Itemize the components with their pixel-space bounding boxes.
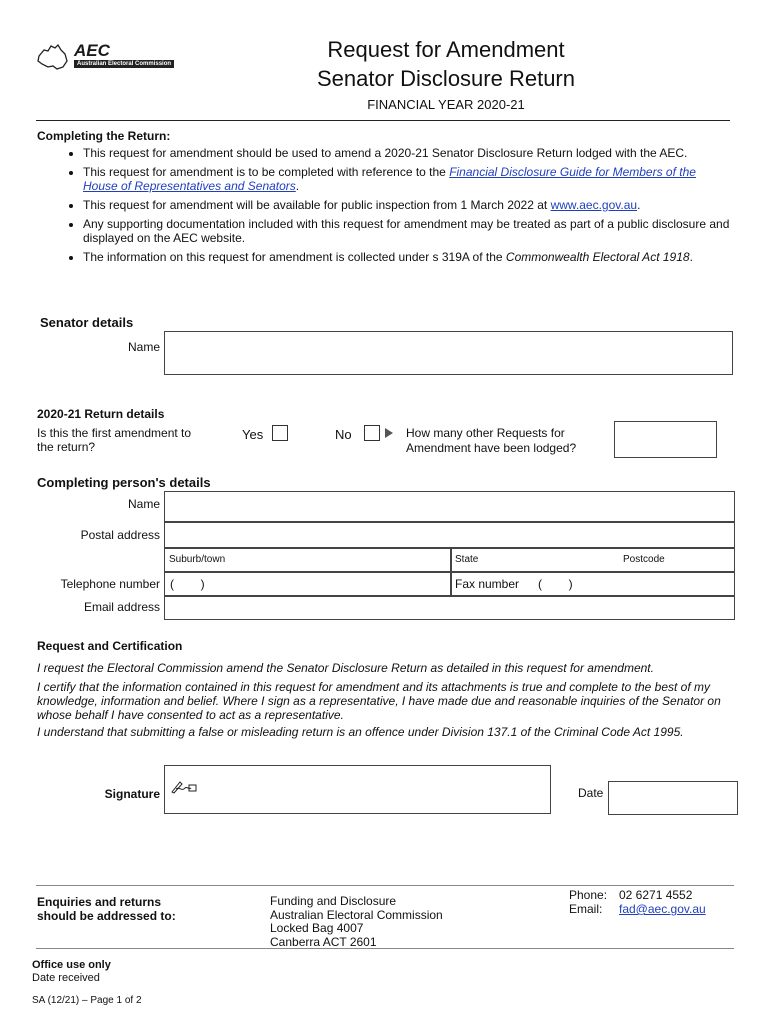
state-label: State [455, 554, 479, 565]
certification-para-1: I request the Electoral Commission amend the Senator Disclosure Return as detailed in this request for amendment. [37, 661, 654, 675]
no-checkbox[interactable] [364, 425, 380, 441]
email-link[interactable]: fad@aec.gov.au [619, 902, 706, 916]
certification-heading: Request and Certification [37, 639, 183, 653]
first-amendment-question: Is this the first amendment to the return? [37, 426, 192, 454]
return-details-heading: 2020-21 Return details [37, 407, 165, 421]
arrow-right-icon [384, 427, 394, 439]
list-item: • This request for amendment will be available for public inspection from 1 March 2022 at www.aec.gov.au. [83, 198, 732, 212]
certification-para-2: I certify that the information contained in this request for amendment and its attachments is true and complete to the best of my knowledge, information and belief. Where I sign as a representative, I have made due and reasonable inquiries of the Senator on whose behalf I have consented to act as a representative. [37, 680, 721, 722]
senator-heading: Senator details [40, 315, 134, 330]
fax-area-code: ( ) [538, 577, 573, 591]
header-divider [36, 120, 730, 121]
postal-address-field[interactable] [164, 522, 735, 548]
telephone-label: Telephone number [60, 577, 160, 591]
instructions-list [37, 146, 732, 269]
yes-checkbox[interactable] [272, 425, 288, 441]
email-label: Email address [83, 600, 160, 614]
date-received-label: Date received [32, 972, 100, 984]
other-requests-question: How many other Requests for Amendment have been lodged? [406, 426, 577, 455]
page-reference: SA (12/21) – Page 1 of 2 [32, 995, 142, 1006]
other-requests-count-field[interactable] [614, 421, 717, 458]
state-postcode-field[interactable] [451, 548, 735, 572]
form-title-line1: Request for Amendment [327, 37, 565, 62]
contact-details: Phone: 02 6271 4552 Email: fad@aec.gov.au [569, 888, 706, 916]
guide-link[interactable]: Financial Disclosure Guide for Members of the House of Representatives and Senators [83, 165, 696, 193]
signature-field[interactable] [164, 765, 551, 814]
list-item: • This request for amendment is to be completed with reference to the Financial Disclosure Guide for Members of the House of Representatives and Senators. [83, 165, 732, 193]
mailing-address: Funding and Disclosure Australian Electoral Commission Locked Bag 4007 Canberra ACT 2601 [270, 894, 443, 949]
senator-name-label: Name [127, 340, 160, 354]
fax-label: Fax number [455, 577, 520, 591]
suburb-label: Suburb/town [169, 554, 226, 565]
signature-pen-icon [170, 779, 198, 795]
footer-divider-bottom [36, 948, 734, 949]
enquiries-heading: Enquiries and returns should be addressed to: [37, 895, 176, 923]
yes-label: Yes [242, 427, 264, 442]
logo-text: AEC [74, 41, 110, 60]
signature-label: Signature [104, 787, 160, 801]
footer-divider-top [36, 885, 734, 886]
financial-year: FINANCIAL YEAR 2020-21 [367, 97, 525, 112]
aec-website-link[interactable]: www.aec.gov.au [550, 198, 638, 212]
person-name-label: Name [127, 497, 160, 511]
date-label: Date [578, 786, 604, 800]
office-use-heading: Office use only [32, 959, 111, 971]
certification-para-3: I understand that submitting a false or misleading return is an offence under Division 137.1 of the Criminal Code Act 1995. [37, 725, 684, 739]
person-name-field[interactable] [164, 491, 735, 522]
telephone-field[interactable] [164, 572, 451, 596]
list-item: • The information on this request for amendment is collected under s 319A of the Commonwealth Electoral Act 1918. [83, 250, 732, 264]
telephone-area-code: ( ) [170, 577, 205, 591]
australia-map-icon [36, 42, 70, 72]
postal-address-label: Postal address [80, 528, 160, 542]
postcode-label: Postcode [623, 554, 665, 565]
senator-name-field[interactable] [164, 331, 733, 375]
completing-heading: Completing the Return: [37, 129, 171, 143]
form-title-line2: Senator Disclosure Return [316, 66, 575, 91]
list-item: • This request for amendment should be used to amend a 2020-21 Senator Disclosure Return lodged with the AEC. [83, 146, 732, 160]
aec-logo [36, 40, 176, 74]
logo-subtitle: Australian Electoral Commission [74, 60, 174, 68]
person-heading: Completing person's details [37, 475, 211, 490]
no-label: No [335, 427, 352, 442]
email-field[interactable] [164, 596, 735, 620]
date-field[interactable] [608, 781, 738, 815]
phone-number: 02 6271 4552 [619, 888, 693, 902]
list-item: • Any supporting documentation included with this request for amendment may be treated as part of a public disclosure and displayed on the AEC website. [83, 217, 732, 245]
